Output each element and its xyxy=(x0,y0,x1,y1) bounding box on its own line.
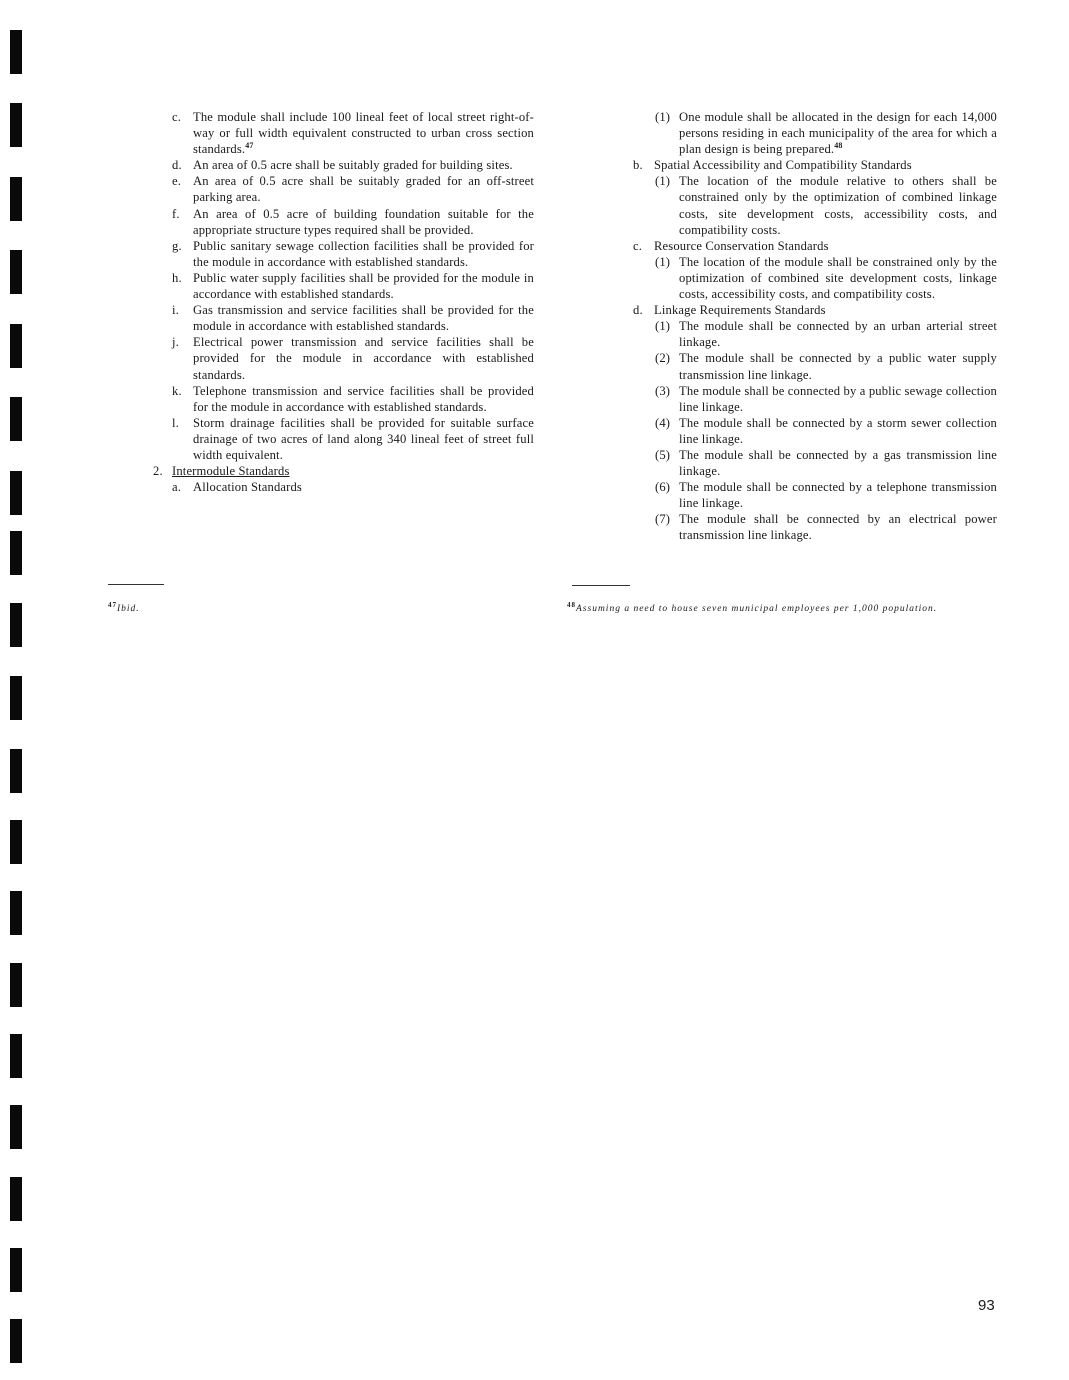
footnote-text: Assuming a need to house seven municipal employees per 1,000 population. xyxy=(576,604,938,614)
list-item xyxy=(172,238,534,270)
item-marker: j. xyxy=(172,335,179,350)
numbered-item xyxy=(633,109,997,157)
item-marker: (5) xyxy=(655,447,671,462)
item-text: Electrical power transmission and service facilities shall be provided for the module in accordance with established standards. xyxy=(193,335,534,382)
binder-mark xyxy=(10,676,22,720)
numbered-item xyxy=(633,173,997,237)
item-marker: h. xyxy=(172,270,182,285)
subsection-marker: d. xyxy=(633,303,643,318)
numbered-item xyxy=(633,479,997,511)
subsection-heading xyxy=(633,157,997,173)
item-marker: e. xyxy=(172,174,182,189)
footnote-47 xyxy=(108,601,140,614)
section-number: 2. xyxy=(153,464,163,479)
subsection-heading xyxy=(172,479,534,495)
binder-mark xyxy=(10,820,22,864)
page-number: 93 xyxy=(978,1297,995,1314)
numbered-item xyxy=(633,350,997,382)
list-item xyxy=(172,334,534,382)
subsection-marker: c. xyxy=(633,238,643,253)
item-text: The module shall be connected by a storm sewer collection line linkage. xyxy=(679,415,997,446)
binder-mark xyxy=(10,250,22,294)
list-item xyxy=(172,270,534,302)
item-marker: g. xyxy=(172,238,182,253)
footnote-number: 47 xyxy=(108,601,117,609)
list-item xyxy=(172,109,534,157)
subsection-heading xyxy=(633,302,997,318)
subsection-title: Resource Conservation Standards xyxy=(654,238,829,253)
item-marker: (1) xyxy=(655,110,671,124)
binder-mark xyxy=(10,1034,22,1078)
item-text: Gas transmission and service facilities shall be provided for the module in accordance with established standards. xyxy=(193,303,534,334)
binder-mark xyxy=(10,891,22,935)
numbered-item xyxy=(633,511,997,543)
footnote-rule xyxy=(572,585,630,586)
binder-mark xyxy=(10,1248,22,1292)
list-item xyxy=(172,383,534,415)
binder-mark xyxy=(10,603,22,647)
binder-mark xyxy=(10,749,22,793)
list-item xyxy=(172,173,534,205)
binder-mark xyxy=(10,963,22,1007)
item-marker: (1) xyxy=(655,174,671,189)
item-text: Storm drainage facilities shall be provided for suitable surface drainage of two acres of land along 340 lineal feet of street full width equivalent. xyxy=(193,415,534,462)
subsection-heading xyxy=(633,238,997,254)
footnote-ref: 48 xyxy=(834,141,843,151)
item-marker: l. xyxy=(172,415,179,430)
binder-mark xyxy=(10,531,22,575)
footnote-48 xyxy=(567,601,938,614)
item-text: An area of 0.5 acre of building foundation suitable for the appropriate structure types required shall be provided. xyxy=(193,206,534,237)
binder-mark xyxy=(10,471,22,515)
footnote-text: Ibid. xyxy=(117,604,140,614)
binder-mark xyxy=(10,1177,22,1221)
item-text: Telephone transmission and service facilities shall be provided for the module in accordance with established standards. xyxy=(193,383,534,414)
binder-mark xyxy=(10,30,22,74)
list-item xyxy=(172,206,534,238)
left-column xyxy=(153,109,534,495)
binder-mark xyxy=(10,1319,22,1363)
item-marker: (4) xyxy=(655,415,671,430)
binder-mark xyxy=(10,103,22,147)
binder-mark xyxy=(10,177,22,221)
item-marker: (1) xyxy=(655,319,671,334)
item-text: The module shall be connected by a telephone transmission line linkage. xyxy=(679,480,997,511)
section-heading xyxy=(153,463,534,479)
section-title: Intermodule Standards xyxy=(172,464,290,479)
item-marker: d. xyxy=(172,158,182,173)
binder-mark xyxy=(10,397,22,441)
numbered-item xyxy=(633,318,997,350)
subsection-title: Spatial Accessibility and Compatibility Standards xyxy=(654,158,912,173)
subsection-marker: b. xyxy=(633,158,643,173)
footnote-number: 48 xyxy=(567,601,576,609)
item-text: Public water supply facilities shall be provided for the module in accordance with established standards. xyxy=(193,270,534,302)
subsection-title: Allocation Standards xyxy=(193,480,302,495)
item-marker: (7) xyxy=(655,512,671,527)
item-marker: i. xyxy=(172,303,179,318)
item-text: The location of the module relative to others shall be constrained only by the optimization of combined linkage costs, site development costs, accessibility costs, and compatibility costs. xyxy=(679,174,997,237)
footnote-ref: 47 xyxy=(245,141,254,151)
item-text: One module shall be allocated in the design for each 14,000 persons residing in each municipality of the area for which a plan design is being prepared. xyxy=(679,110,997,157)
item-marker: c. xyxy=(172,110,182,124)
item-marker: (1) xyxy=(655,254,671,269)
numbered-item xyxy=(633,447,997,479)
right-column xyxy=(633,109,997,544)
item-text: The location of the module shall be constrained only by the optimization of combined site development costs, linkage costs, accessibility costs, and compatibility costs. xyxy=(679,254,997,302)
subsection-title: Linkage Requirements Standards xyxy=(654,303,826,318)
item-text: Public sanitary sewage collection facilities shall be provided for the module in accordance with established standards. xyxy=(193,238,534,269)
item-text: The module shall include 100 lineal feet of local street right-of-way or full width equivalent constructed to urban cross section standards. xyxy=(193,110,534,157)
item-marker: (3) xyxy=(655,383,671,398)
item-text: The module shall be connected by a gas transmission line linkage. xyxy=(679,447,997,479)
numbered-item xyxy=(633,254,997,302)
numbered-item xyxy=(633,415,997,447)
item-text: The module shall be connected by a public water supply transmission line linkage. xyxy=(679,351,997,382)
item-text: The module shall be connected by an urban arterial street linkage. xyxy=(679,319,997,350)
item-marker: (2) xyxy=(655,351,671,366)
item-text: The module shall be connected by an electrical power transmission line linkage. xyxy=(679,512,997,543)
list-item xyxy=(172,415,534,463)
list-item xyxy=(172,302,534,334)
binder-mark xyxy=(10,1105,22,1149)
list-item xyxy=(172,157,534,173)
item-marker: f. xyxy=(172,206,180,221)
binder-mark xyxy=(10,324,22,368)
item-text: An area of 0.5 acre shall be suitably graded for building sites. xyxy=(193,158,513,173)
item-marker: (6) xyxy=(655,480,671,495)
item-text: An area of 0.5 acre shall be suitably graded for an off-street parking area. xyxy=(193,174,534,205)
footnote-rule xyxy=(108,584,164,585)
item-text: The module shall be connected by a public sewage collection line linkage. xyxy=(679,383,997,414)
numbered-item xyxy=(633,383,997,415)
subsection-marker: a. xyxy=(172,480,182,495)
item-marker: k. xyxy=(172,383,182,398)
